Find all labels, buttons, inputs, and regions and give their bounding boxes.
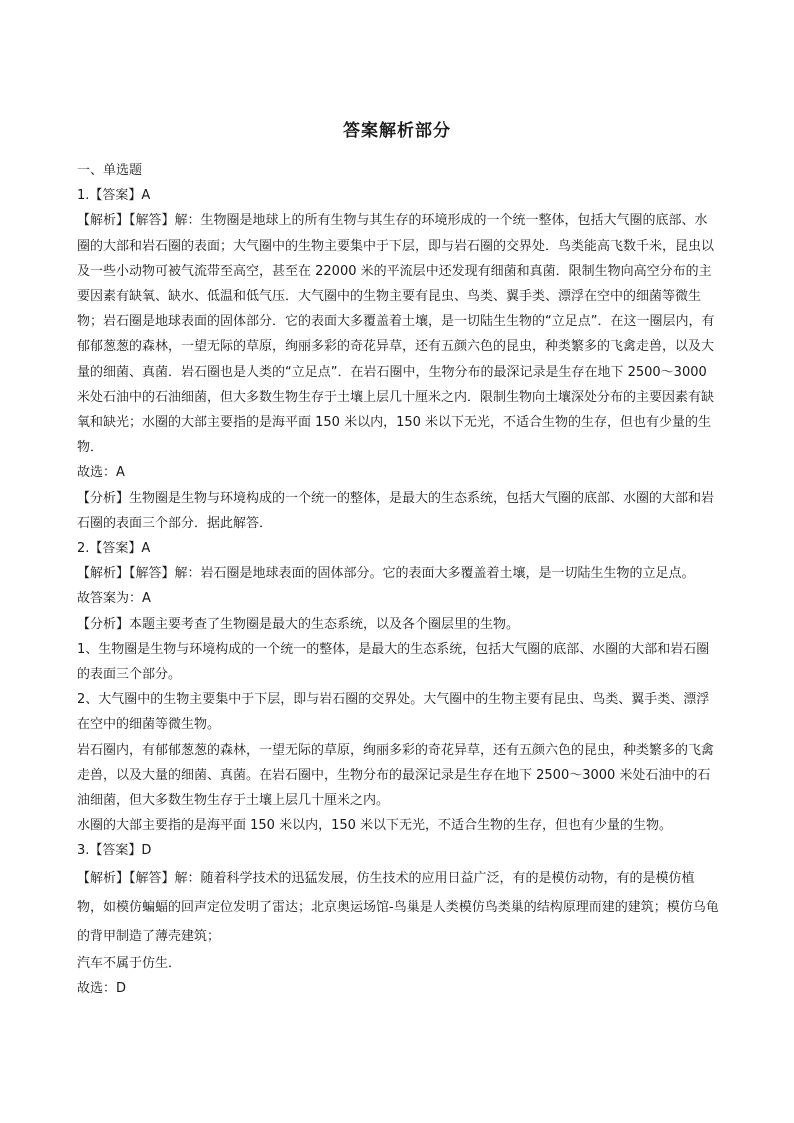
q3-answer: 3.【答案】D [77,843,152,859]
q2-remark: 【分析】本题主要考查了生物圈是最大的生态系统，以及各个圈层里的生物。 [77,616,520,632]
q3-choice: 故选：D [77,980,127,996]
answer-content [77,158,719,1001]
q3-analysis: 【解析】【解答】解：随着科学技术的迅猛发展，仿生技术的应用日益广泛，有的是模仿动物，有的是模仿植物，如模仿蝙蝠的回声定位发明了雷达；北京奥运场馆-鸟巢是人类模仿鸟类巢的结构原理而建的建筑；模仿乌龟的背甲制造了薄壳建筑； [77,870,719,944]
q2-point-1: 1、生物圈是生物与环境构成的一个统一的整体，是最大的生态系统，包括大气圈的底部、水圈的大部和岩石圈的表面三个部分。 [77,641,710,683]
q1-remark: 【分析】生物圈是生物与环境构成的一个统一的整体，是最大的生态系统，包括大气圈的底部、水圈的大部和岩石圈的表面三个部分．据此解答． [77,490,715,531]
section-heading: 一、单选题 [77,163,143,178]
q1-analysis: 【解析】【解答】解：生物圈是地球上的所有生物与其生存的环境形成的一个统一整体，包括大气圈的底部、水圈的大部和岩石圈的表面；大气圈中的生物主要集中于下层，即与岩石圈的交界处．鸟类能高飞数千米，昆虫以及一些小动物可被气流带至高空，甚至在 22000 米的平流层中还发现有细菌和真菌．限制生物向高空分布的主要因素有缺氧、缺水、低温和低气压．大气圈中的生物主要有昆虫、鸟类、翼手类、漂浮在空中的细菌等微生物；岩石圈是地球表面的固体部分．它的表面大多覆盖着土壤，是一切陆生生物的“立足点”．在这一圈层内，有郁郁葱葱的森林，一望无际的草原，绚丽多彩的奇花异草，还有五颜六色的昆虫，种类繁多的飞禽走兽，以及大量的细菌、真菌．岩石圈也是人类的“立足点”．在岩石圈中，生物分布的最深记录是生存在地下 2500～3000 米处石油中的石油细菌，但大多数生物生存于土壤上层几十厘米之内．限制生物向土壤深处分布的主要因素有缺氧和缺光；水圈的大部主要指的是海平面 150 米以内，150 米以下无光，不适合生物的生存，但也有少量的生物． [77,213,715,456]
q2-analysis: 【解析】【解答】解：岩石圈是地球表面的固体部分。它的表面大多覆盖着土壤，是一切陆生生物的立足点。 [77,566,695,582]
q2-point-3: 岩石圈内，有郁郁葱葱的森林，一望无际的草原，绚丽多彩的奇花异草，还有五颜六色的昆虫，种类繁多的飞禽走兽，以及大量的细菌、真菌。在岩石圈中，生物分布的最深记录是生存在地下 2500～3000 米处石油中的石油细菌，但大多数生物生存于土壤上层几十厘米之内。 [77,742,715,809]
q2-point-2: 2、大气圈中的生物主要集中于下层，即与岩石圈的交界处。大气圈中的生物主要有昆虫、鸟类、翼手类、漂浮在空中的细菌等微生物。 [77,692,710,733]
q2-answer: 2.【答案】A [77,541,151,557]
q1-answer: 1.【答案】A [77,188,151,204]
q1-choice: 故选：A [77,465,125,481]
page-title: 答案解析部分 [343,121,451,141]
q3-line-2: 汽车不属于仿生． [77,955,182,971]
q2-point-4: 水圈的大部主要指的是海平面 150 米以内，150 米以下无光，不适合生物的生存，但也有少量的生物。 [77,818,673,834]
q2-choice: 故答案为：A [77,591,151,607]
